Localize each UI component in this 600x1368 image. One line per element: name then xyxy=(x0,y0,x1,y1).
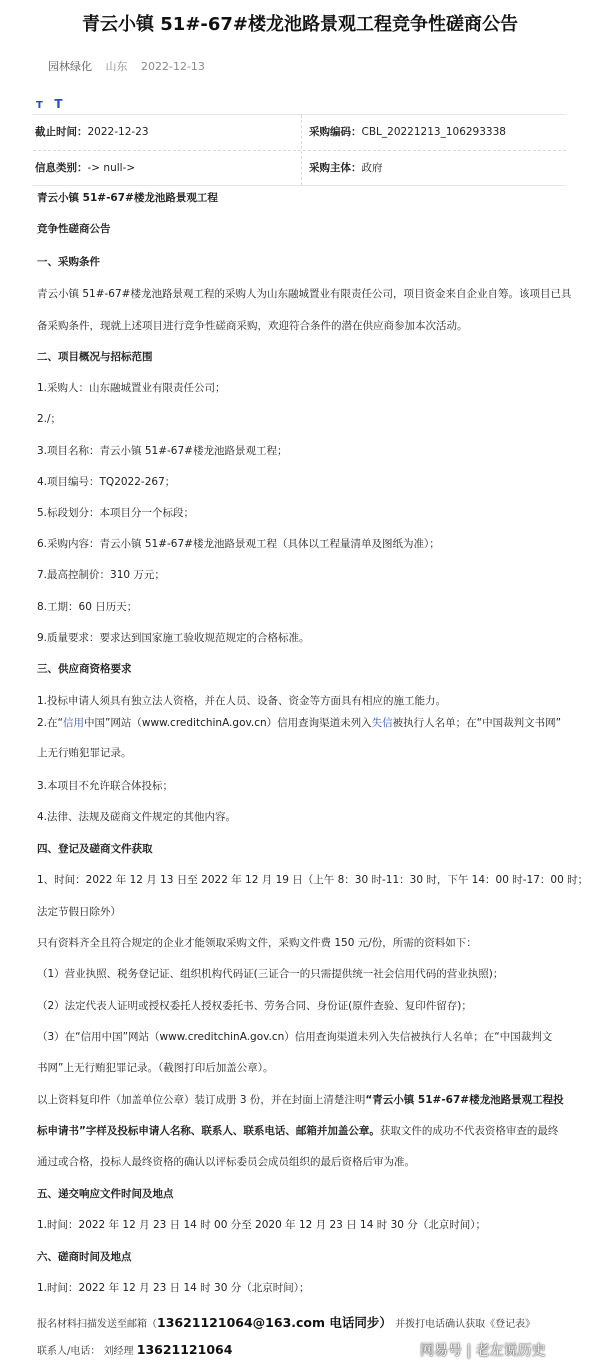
paragraph-line xyxy=(37,1123,558,1138)
contact-email[interactable]: 13621121064@163.com xyxy=(157,1315,326,1330)
text-run: 被执行人名单；在“中国裁判文书网” xyxy=(392,717,562,729)
text-run: 并拨打电话确认获取《登记表》 xyxy=(395,1319,536,1330)
deadline-cell xyxy=(35,115,149,150)
text-run: 中国”网站（www.creditchinA.gov.cn）信用查询渠道未列入 xyxy=(83,717,372,729)
section-heading: 五、递交响应文件时间及地点 xyxy=(37,1188,174,1200)
list-item: 1.采购人：山东融城置业有限责任公司； xyxy=(37,382,226,394)
list-item: 上无行贿犯罪记录。 xyxy=(37,747,132,759)
subject-cell xyxy=(309,151,383,186)
list-item: 1.时间：2022 年 12 月 23 日 14 时 00 分至 2020 年 12 月 23 日 14 时 30 分（北京时间）； xyxy=(37,1219,487,1231)
info-row xyxy=(33,115,566,151)
type-label: 信息类别： xyxy=(35,162,88,174)
list-item: 1.时间：2022 年 12 月 23 日 14 时 30 分（北京时间）； xyxy=(37,1282,310,1294)
dishonesty-link[interactable]: 失信 xyxy=(371,717,393,729)
list-item: 6.采购内容：青云小镇 51#-67#楼龙池路景观工程（具体以工程量清单及图纸为准）； xyxy=(37,538,440,550)
subject-label: 采购主体： xyxy=(309,162,362,174)
text-run: 以上资料复印件（加盖单位公章）装订成册 3 份，并在封面上清楚注明 xyxy=(37,1094,366,1106)
code-label: 采购编码： xyxy=(309,126,362,138)
list-item: 7.最高控制价：310 万元； xyxy=(37,569,165,581)
article-meta xyxy=(48,58,215,74)
paragraph-line: 只有资料齐全且符合规定的企业才能领取采购文件，采购文件费 150 元/份，所需的资料如下： xyxy=(37,937,477,949)
deadline-value: 2022-12-23 xyxy=(87,126,149,138)
region-label[interactable]: 山东 xyxy=(105,60,128,73)
notice-type-line: 竞争性磋商公告 xyxy=(37,223,111,235)
list-item: （3）在“信用中国”网站（www.creditchinA.gov.cn）信用查询渠道未列入失信被执行人名单；在“中国裁判文 xyxy=(37,1031,553,1043)
list-item: （2）法定代表人证明或授权委托人授权委托书、劳务合同、身份证(原件查验、复印件留存)； xyxy=(37,1000,472,1012)
font-large-button[interactable]: T xyxy=(54,97,63,111)
emphasis-run: “青云小镇 51#-67#楼龙池路景观工程投 xyxy=(365,1094,564,1106)
list-item: （1）营业执照、税务登记证、组织机构代码证(三证合一的只需提供统一社会信用代码的营业执照)； xyxy=(37,968,504,980)
page-title: 青云小镇 51#-67#楼龙池路景观工程竞争性磋商公告 xyxy=(82,14,518,35)
contact-label: 联系人/电话： xyxy=(37,1346,101,1357)
list-item: 3.项目名称：青云小镇 51#-67#楼龙池路景观工程； xyxy=(37,445,288,457)
list-item: 4.法律、法规及磋商文件规定的其他内容。 xyxy=(37,811,237,823)
text-run: 电话同步） xyxy=(325,1315,392,1330)
contact-phone-line xyxy=(37,1342,232,1357)
deadline-label: 截止时间： xyxy=(35,126,88,138)
type-value: -> null-> xyxy=(87,162,136,174)
list-item: 4.项目编号：TQ2022-267； xyxy=(37,476,176,488)
font-size-switch xyxy=(36,97,63,111)
list-item: 8.工期：60 日历天； xyxy=(37,601,138,613)
paragraph-line xyxy=(37,1092,564,1107)
paragraph-line: 通过或合格，投标人最终资格的确认以评标委员会成员组织的最后资格后审为准。 xyxy=(37,1156,415,1168)
info-row xyxy=(33,151,566,186)
section-heading: 二、项目概况与招标范围 xyxy=(37,351,153,363)
source-watermark: 网易号 | 老左说历史 xyxy=(420,1343,546,1359)
font-small-button[interactable]: T xyxy=(36,100,43,111)
paragraph-line: 法定节假日除外） xyxy=(37,906,121,918)
list-item: 9.质量要求：要求达到国家施工验收规范规定的合格标准。 xyxy=(37,632,310,644)
type-cell xyxy=(35,151,135,186)
text-run: 2.在“ xyxy=(37,717,63,729)
emphasis-run: 标申请书”字样及投标申请人名称、联系人、联系电话、邮箱并加盖公章。 xyxy=(37,1125,380,1137)
section-heading: 六、磋商时间及地点 xyxy=(37,1251,132,1263)
contact-name: 刘经理 xyxy=(103,1346,134,1357)
code-cell xyxy=(309,115,506,150)
project-name-line: 青云小镇 51#-67#楼龙池路景观工程 xyxy=(37,192,218,204)
publish-date: 2022-12-13 xyxy=(141,60,205,73)
text-run: 获取文件的成功不代表资格审查的最终 xyxy=(379,1125,559,1137)
contact-phone[interactable]: 13621121064 xyxy=(136,1342,233,1357)
section-heading: 三、供应商资格要求 xyxy=(37,663,132,675)
section-heading: 四、登记及磋商文件获取 xyxy=(37,843,153,855)
category-label[interactable]: 园林绿化 xyxy=(48,60,92,73)
subject-value: 政府 xyxy=(361,162,383,174)
section-heading: 一、采购条件 xyxy=(37,256,100,268)
text-run: 报名材料扫描发送至邮箱（ xyxy=(37,1319,157,1330)
paragraph-line: 青云小镇 51#-67#楼龙池路景观工程的采购人为山东融城置业有限责任公司，项目资金来自企业自筹。该项目已具 xyxy=(37,288,572,300)
list-item: 1.投标申请人须具有独立法人资格，并在人员、设备、资金等方面具有相应的施工能力。 xyxy=(37,695,447,707)
paragraph-line: 备采购条件，现就上述项目进行竞争性磋商采购，欢迎符合条件的潜在供应商参加本次活动。 xyxy=(37,320,468,332)
list-item: 3.本项目不允许联合体投标； xyxy=(37,780,174,792)
list-item xyxy=(37,715,561,730)
list-item: 书网”上无行贿犯罪记录。（截图打印后加盖公章）。 xyxy=(37,1062,274,1074)
list-item: 2./； xyxy=(37,413,62,425)
credit-link[interactable]: 信用 xyxy=(62,717,84,729)
code-value: CBL_20221213_106293338 xyxy=(361,126,506,138)
contact-email-line xyxy=(37,1313,535,1331)
list-item: 5.标段划分：本项目分一个标段； xyxy=(37,507,195,519)
paragraph-line: 1、时间：2022 年 12 月 13 日至 2022 年 12 月 19 日（上午 8：30 时-11：30 时，下午 14：00 时-17：00 时； xyxy=(37,874,589,886)
info-table xyxy=(33,114,566,186)
